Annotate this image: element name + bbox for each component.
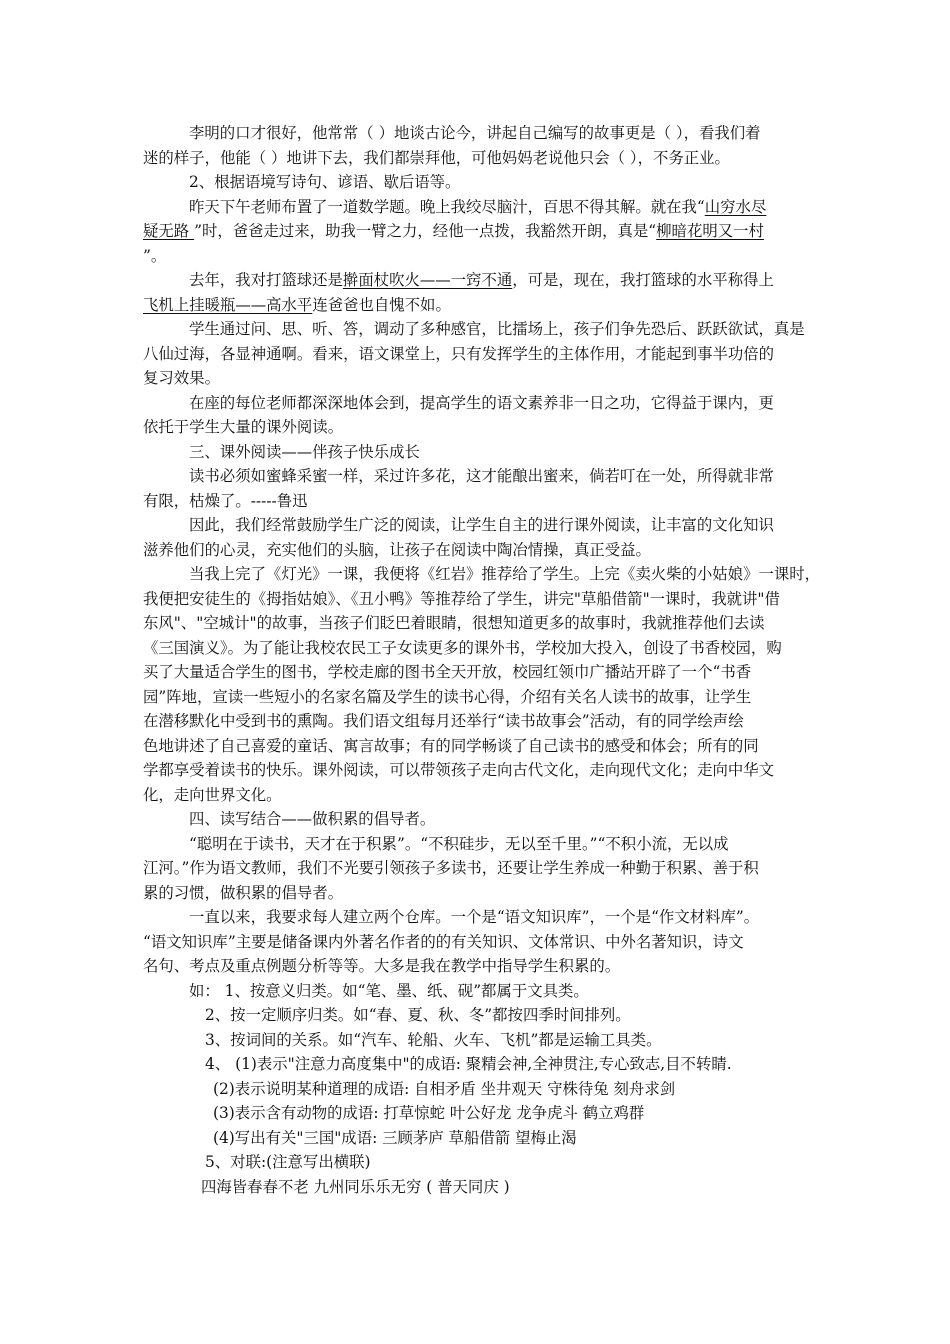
document-page: [143, 121, 821, 1199]
paragraph-line: [143, 293, 811, 318]
list-item: (3)表示含有动物的成语: 打草惊蛇 叶公好龙 龙争虎斗 鹤立鸡群: [213, 1104, 645, 1122]
paragraph-line: 园”阵地，宣读一些短小的名家名篇及学生的读书心得，介绍有关名人读书的故事，让学生: [143, 687, 752, 706]
paragraph-line: 化，走向世界文化。: [143, 785, 282, 804]
list-item: 4、 (1)表示"注意力高度集中"的成语: 聚精会神,全神贯注,专心致志,目不转睛.: [205, 1055, 732, 1073]
quote-line: 读书必须如蜜蜂采蜜一样，采过许多花，这才能酿出蜜来，倘若叮在一处，所得就非常: [189, 467, 774, 485]
paragraph-line: 滋养他们的心灵，充实他们的头脑，让孩子在阅读中陶冶情操，真正受益。: [143, 540, 651, 559]
underlined-idiom: 飞机上挂暖瓶——高水平: [143, 295, 313, 314]
paragraph-line: 因此，我们经常鼓励学生广泛的阅读，让学生自主的进行课外阅读，让丰富的文化知识: [189, 516, 774, 534]
quote-line: 有限，枯燥了。-----鲁迅: [143, 491, 308, 510]
text-span: 昨天下午老师布置了一道数学题。晚上我绞尽脑汁，百思不得其解。就在我“: [189, 197, 705, 216]
underlined-idiom: 擀面杖吹火——一窍不通: [342, 271, 513, 289]
list-item: (4)写出有关"三国"成语: 三顾茅庐 草船借箭 望梅止渴: [213, 1128, 577, 1147]
paragraph-line: ”。: [143, 246, 167, 265]
paragraph-line: 《三国演义》。为了能让我校农民工子女读更多的课外书，学校加大投入，创设了书香校园，购: [143, 638, 782, 657]
paragraph-line: 色地讲述了自己喜爱的童话、寓言故事；有的同学畅谈了自己读书的感受和体会；所有的同: [143, 736, 759, 755]
paragraph-line: 迷的样子，他能（ ）地讲下去，我们都崇拜他，可他妈妈老说他只会（ ），不务正业。: [143, 148, 730, 167]
paragraph-line: 东风"、"空城计"的故事，当孩子们眨巴着眼睛，很想知道更多的故事时，我就推荐他们去读: [143, 614, 765, 632]
paragraph-line: 在座的每位老师都深深地体会到，提高学生的语文素养非一日之功，它得益于课内，更: [189, 393, 774, 412]
paragraph-line: 在潜移默化中受到书的熏陶。我们语文组每月还举行“读书故事会”活动，有的同学绘声绘: [143, 712, 744, 730]
paragraph-line: “语文知识库”主要是储备课内外著名作者的的有关知识、文体常识、中外名著知识，诗文: [143, 932, 744, 951]
paragraph-line: [143, 268, 811, 293]
list-item: 5、对联:(注意写出横联): [205, 1153, 371, 1171]
list-item: 2、按一定顺序归类。如“春、夏、秋、冬”都按四季时间排列。: [205, 1006, 631, 1024]
paragraph-line: 学生通过问、思、听、答，调动了多种感官，比擂场上，孩子们争先恐后、跃跃欲试，真是: [189, 320, 805, 338]
text-span: ，可是，现在，我打篮球的水平称得上: [512, 271, 774, 289]
paragraph-line: 江河。”作为语文教师，我们不光要引领孩子多读书，还要让学生养成一种勤于积累、善于积: [143, 859, 759, 877]
list-item: 3、按词间的关系。如“汽车、轮船、火车、飞机”都是运输工具类。: [205, 1030, 662, 1049]
text-span: ”时，爸爸走过来，助我一臂之力，经他一点拨，我豁然开朗，真是“: [194, 222, 657, 240]
paragraph-line: 依托于学生大量的课外阅读。: [143, 418, 344, 436]
text-span: 连爸爸也自愧不如。: [312, 295, 451, 314]
paragraph-line: 我便把安徒生的《拇指姑娘》、《丑小鸭》等推荐给了学生，讲完"草船借箭"一课时，我就讲"借: [143, 589, 780, 608]
section-heading: 三、课外阅读——伴孩子快乐成长: [189, 442, 420, 461]
text-span: 去年，我对打篮球还是: [189, 271, 343, 289]
paragraph-line: 学都享受着读书的快乐。课外阅读，可以带领孩子走向古代文化，走向现代文化；走向中华文: [143, 761, 775, 779]
paragraph-line: 累的习惯，做积累的倡导者。: [143, 883, 344, 902]
paragraph-line: “聪明在于读书，天才在于积累”。“不积硅步，无以至千里。”“不积小流，无以成: [189, 834, 729, 853]
paragraph-line: 名句、考点及重点例题分析等等。大多是我在教学中指导学生积累的。: [143, 957, 621, 975]
paragraph-line: 一直以来，我要求每人建立两个仓库。一个是“语文知识库”，一个是“作文材料库”。: [189, 908, 760, 926]
paragraph-line: 李明的口才很好，他常常（ ）地谈古论今，讲起自己编写的故事更是（ ），看我们着: [189, 124, 761, 142]
underlined-idiom: 疑无路: [143, 222, 195, 240]
paragraph-line: 买了大量适合学生的图书，学校走廊的图书全天开放，校园红领巾广播站开辟了一个“书香: [143, 663, 752, 681]
underlined-idiom: 山穷水尽: [704, 197, 767, 216]
list-item: 如： 1、按意义归类。如“笔、墨、纸、砚”都属于文具类。: [189, 981, 589, 1000]
paragraph-line: 当我上完了《灯光》一课，我便将《红岩》推荐给了学生。上完《卖火柴的小姑娘》一课时，: [189, 565, 821, 583]
paragraph-line: [143, 219, 811, 244]
section-heading: 四、读写结合——做积累的倡导者。: [189, 810, 436, 828]
paragraph-line: [143, 195, 811, 220]
couplet-line: 四海皆春春不老 九州同乐乐无穷 ( 普天同庆 ): [201, 1177, 510, 1196]
paragraph-line: 复习效果。: [143, 369, 220, 387]
section-heading: 2、根据语境写诗句、谚语、歇后语等。: [189, 173, 461, 191]
paragraph-line: 八仙过海，各显神通啊。看来，语文课堂上，只有发挥学生的主体作用，才能起到事半功倍的: [143, 344, 775, 363]
list-item: (2)表示说明某种道理的成语: 自相矛盾 坐井观天 守株待兔 刻舟求剑: [213, 1079, 676, 1098]
underlined-idiom: 柳暗花明又一村: [656, 222, 764, 240]
